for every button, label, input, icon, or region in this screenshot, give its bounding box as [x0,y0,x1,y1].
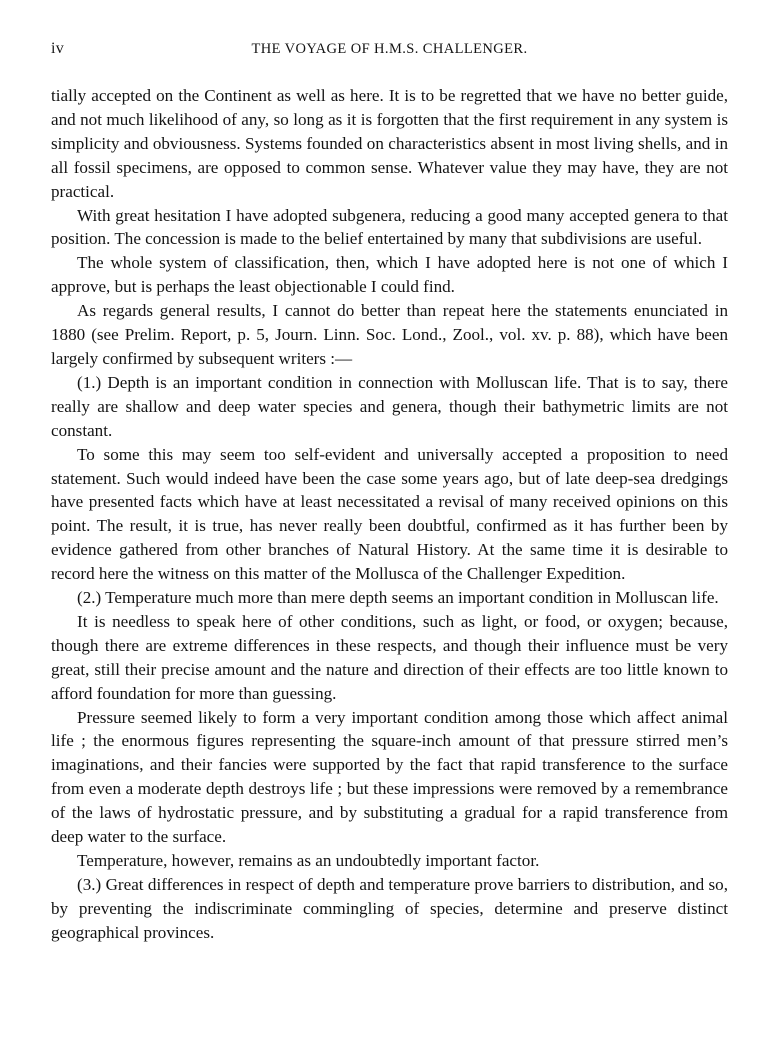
paragraph-general-results: As regards general results, I cannot do better than repeat here the statements enunciated in 1880 (see Prelim. Report, p. 5, Journ. Linn. Soc. Lond., Zool., vol. xv. p. 88), which have been largely confirmed by subsequent writers :— [51,301,728,368]
paragraph-other-conditions: It is needless to speak here of other conditions, such as light, or food, or oxygen; because, though there are extreme differences in these respects, and though their influence must be very great, still their precise amount and the nature and direction of their effects are too little known to afford foundation for more than guessing. [51,611,728,703]
book-page [51,40,728,945]
paragraph-system-of-classification: The whole system of classification, then, which I have adopted here is not one of which I approve, but is perhaps the least objectionable I could find. [51,253,728,297]
paragraph-temperature-factor: Temperature, however, remains as an undoubtedly important factor. [77,851,540,870]
paragraph-continued-classification: tially accepted on the Continent as well as here. It is to be regretted that we have no better guide, and not much likelihood of any, so long as it is forgotten that the first requirement in any system is simplicity and obviousness. Systems founded on characteristics absent in most living shells, and in all fossil specimens, are opposed to common sense. Whatever value they may have, they are not practical. [51,86,728,201]
paragraph-result-1-depth: (1.) Depth is an important condition in connection with Molluscan life. That is to say, there really are shallow and deep water species and genera, though their bathymetric limits are not constant. [51,372,728,440]
body-text [51,84,728,945]
paragraph-pressure: Pressure seemed likely to form a very important condition among those which affect animal life ; the enormous figures representing the square-inch amount of that pressure stirred men’s imaginations, and their fancies were supported by the fact that rapid transference to the surface from even a moderate depth destroys life ; but these impressions were removed by a remembrance of the laws of hydrostatic pressure, and by substituting a gradual for a rapid transference from deep water to the surface. [51,707,728,847]
paragraph-result-3-barriers: (3.) Great differences in respect of depth and temperature prove barriers to distribution, and so, by preventing the indiscriminate commingling of species, determine and preserve distinct geographical provinces. [51,874,728,942]
page-number: iv [51,40,65,57]
paragraph-subgenera: With great hesitation I have adopted subgenera, reducing a good many accepted genera to that position. The concession is made to the belief entertained by many that subdivisions are useful. [51,205,728,249]
paragraph-depth-discussion: To some this may seem too self-evident and universally accepted a proposition to need statement. Such would indeed have been the case some years ago, but of late deep-sea dredgings have presented facts which have at least necessitated a revisal of many received opinions on this point. The result, it is true, has never really been doubtful, confirmed as it has further been by evidence gathered from other branches of Natural History. At the same time it is desirable to record here the witness on this matter of the Mollusca of the Challenger Expedition. [51,444,728,584]
running-title: THE VOYAGE OF H.M.S. CHALLENGER. [251,41,528,57]
paragraph-result-2-temperature: (2.) Temperature much more than mere depth seems an important condition in Molluscan life. [77,588,719,608]
running-head [51,40,728,64]
